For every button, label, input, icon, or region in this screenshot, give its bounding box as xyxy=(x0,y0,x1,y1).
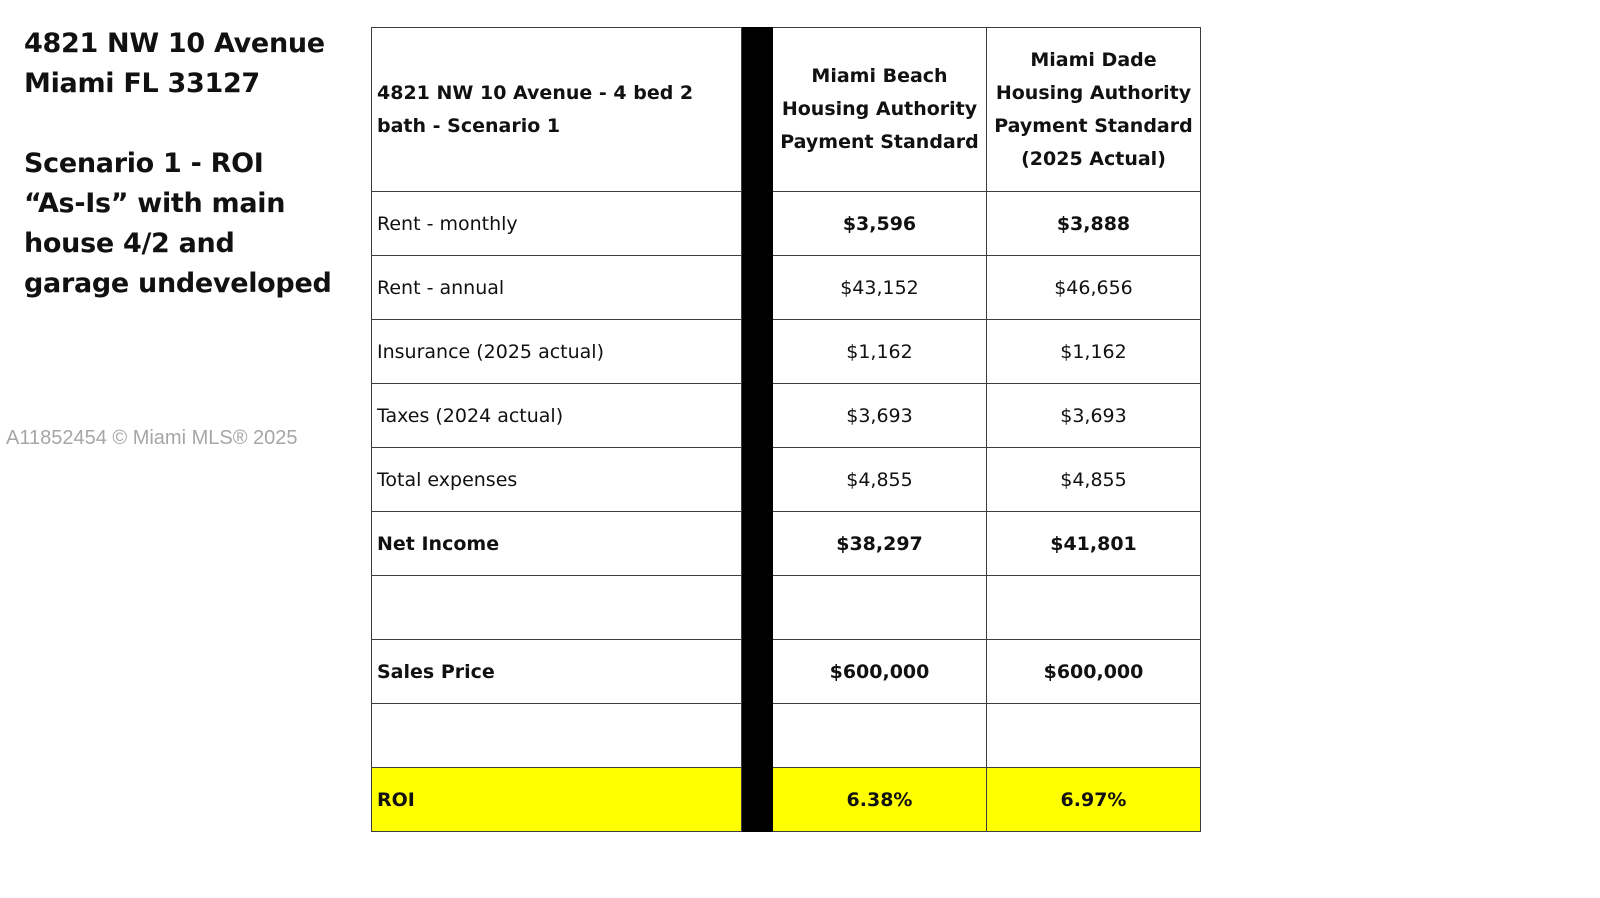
header-miami-dade: Miami Dade Housing Authority Payment Standard (2025 Actual) xyxy=(987,28,1201,192)
cell-miami-dade: $3,888 xyxy=(987,192,1201,256)
table-row-taxes xyxy=(372,384,1201,448)
column-separator xyxy=(742,28,773,192)
table-row-empty xyxy=(372,704,1201,768)
cell-miami-dade: $41,801 xyxy=(987,512,1201,576)
row-label xyxy=(372,704,742,768)
scenario-line-2: “As-Is” with main xyxy=(24,188,286,219)
column-separator xyxy=(742,192,773,256)
column-separator xyxy=(742,320,773,384)
header-miami-beach: Miami Beach Housing Authority Payment Standard xyxy=(773,28,987,192)
column-separator xyxy=(742,256,773,320)
table-row-net-income xyxy=(372,512,1201,576)
scenario-line-4: garage undeveloped xyxy=(24,268,332,299)
column-separator xyxy=(742,704,773,768)
roi-table xyxy=(371,27,1201,832)
column-separator xyxy=(742,576,773,640)
column-separator xyxy=(742,640,773,704)
cell-miami-dade: $1,162 xyxy=(987,320,1201,384)
table-row-rent-annual xyxy=(372,256,1201,320)
cell-miami-dade: $600,000 xyxy=(987,640,1201,704)
spacer xyxy=(24,104,354,144)
address-line-1: 4821 NW 10 Avenue xyxy=(24,28,325,59)
cell-miami-dade: 6.97% xyxy=(987,768,1201,832)
column-separator xyxy=(742,384,773,448)
table-row-insurance xyxy=(372,320,1201,384)
listing-title-block xyxy=(24,24,354,304)
cell-miami-dade xyxy=(987,576,1201,640)
row-label: Rent - annual xyxy=(372,256,742,320)
table-row-total-expenses xyxy=(372,448,1201,512)
header-label: 4821 NW 10 Avenue - 4 bed 2 bath - Scenario 1 xyxy=(372,28,742,192)
cell-miami-dade: $46,656 xyxy=(987,256,1201,320)
cell-miami-beach xyxy=(773,704,987,768)
column-separator xyxy=(742,448,773,512)
cell-miami-beach xyxy=(773,576,987,640)
scenario-line-3: house 4/2 and xyxy=(24,228,235,259)
row-label: Sales Price xyxy=(372,640,742,704)
row-label: Insurance (2025 actual) xyxy=(372,320,742,384)
column-separator xyxy=(742,512,773,576)
cell-miami-beach: $600,000 xyxy=(773,640,987,704)
cell-miami-beach: $3,693 xyxy=(773,384,987,448)
row-label: Net Income xyxy=(372,512,742,576)
table-row-empty xyxy=(372,576,1201,640)
cell-miami-beach: $38,297 xyxy=(773,512,987,576)
row-label: Taxes (2024 actual) xyxy=(372,384,742,448)
cell-miami-beach: $1,162 xyxy=(773,320,987,384)
row-label: Total expenses xyxy=(372,448,742,512)
row-label: Rent - monthly xyxy=(372,192,742,256)
cell-miami-beach: $3,596 xyxy=(773,192,987,256)
cell-miami-dade: $4,855 xyxy=(987,448,1201,512)
mls-watermark: A11852454 © Miami MLS® 2025 xyxy=(6,427,298,449)
address-line-2: Miami FL 33127 xyxy=(24,68,260,99)
table-row-roi xyxy=(372,768,1201,832)
column-separator xyxy=(742,768,773,832)
cell-miami-dade xyxy=(987,704,1201,768)
row-label: ROI xyxy=(372,768,742,832)
row-label xyxy=(372,576,742,640)
cell-miami-beach: 6.38% xyxy=(773,768,987,832)
table-row-rent-monthly xyxy=(372,192,1201,256)
cell-miami-beach: $4,855 xyxy=(773,448,987,512)
scenario-line-1: Scenario 1 - ROI xyxy=(24,148,264,179)
cell-miami-beach: $43,152 xyxy=(773,256,987,320)
table-row-sales-price xyxy=(372,640,1201,704)
table-header-row xyxy=(372,28,1201,192)
cell-miami-dade: $3,693 xyxy=(987,384,1201,448)
